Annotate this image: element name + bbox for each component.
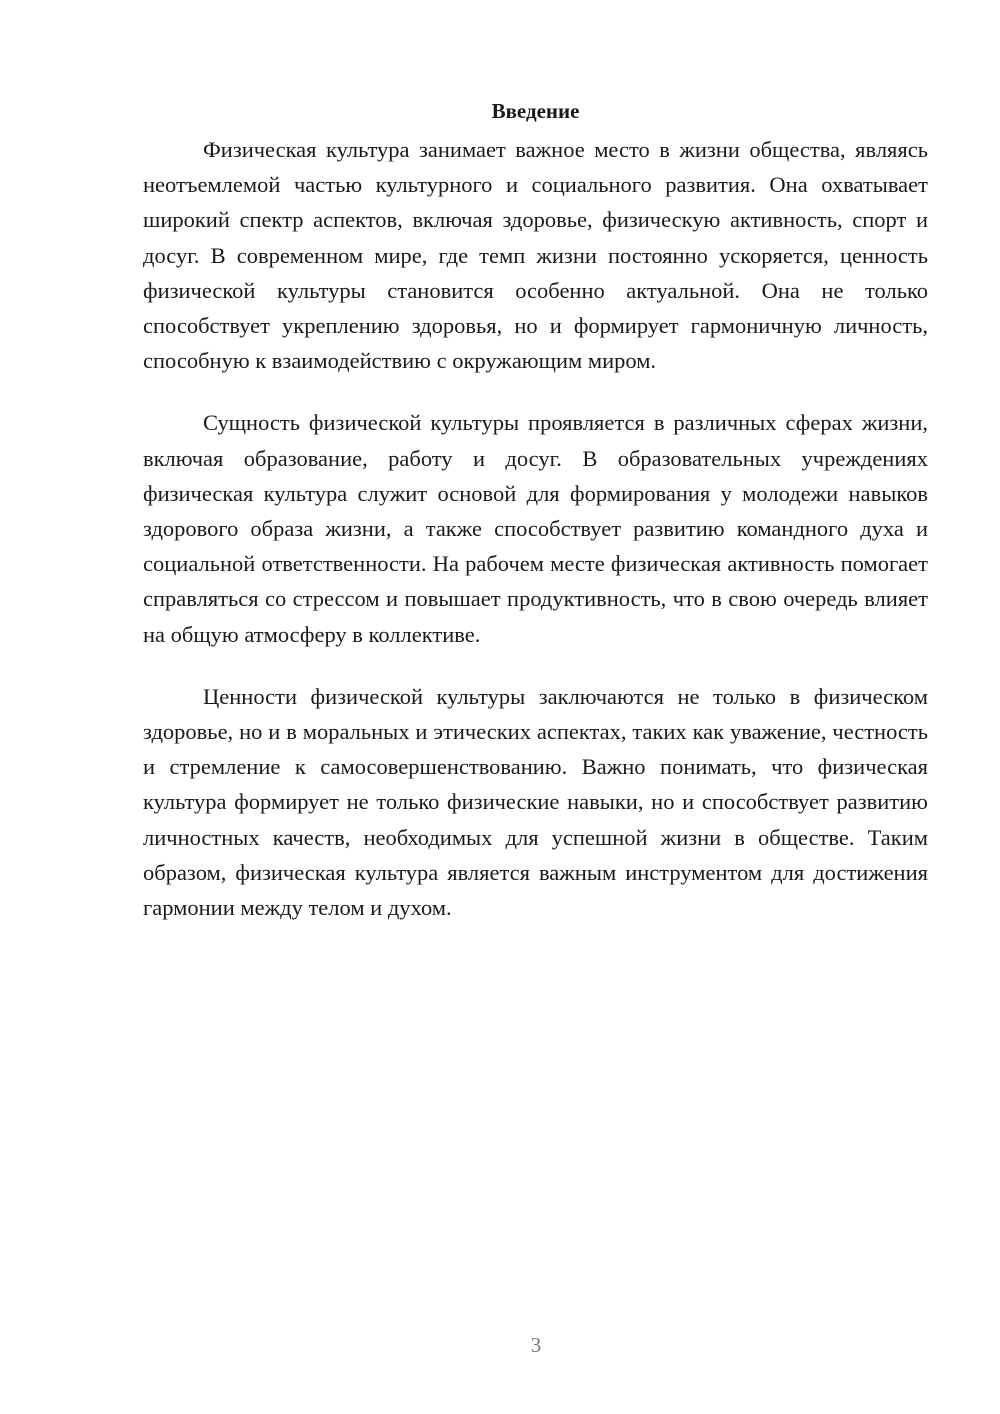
- page-content: [143, 96, 928, 952]
- page-number: 3: [530, 1333, 542, 1357]
- paragraph-3: Ценности физической культуры заключаются не только в физическом здоровье, но и в моральных и этических аспектах, таких как уважение, честность и стремление к самосовершенствованию. Важно понимать, что физическая культура формирует не только физические навыки, но и способствует развитию личностных качеств, необходимых для успешной жизни в обществе. Таким образом, физическая культура является важным инструментом для достижения гармонии между телом и духом.: [143, 683, 928, 921]
- page-heading: Введение: [491, 99, 580, 123]
- paragraph-1: Физическая культура занимает важное место в жизни общества, являясь неотъемлемой частью культурного и социального развития. Она охватывает широкий спектр аспектов, включая здоровье, физическую активность, спорт и досуг. В современном мире, где темп жизни постоянно ускоряется, ценность физической культуры становится особенно актуальной. Она не только способствует укреплению здоровья, но и формирует гармоничную личность, способную к взаимодействию с окружающим миром.: [143, 137, 928, 374]
- paragraph-2: Сущность физической культуры проявляется в различных сферах жизни, включая образование, работу и досуг. В образовательных учреждениях физическая культура служит основой для формирования у молодежи навыков здорового образа жизни, а также способствует развитию командного духа и социальной ответственности. На рабочем месте физическая активность помогает справляться со стрессом и повышает продуктивность, что в свою очередь влияет на общую атмосферу в коллективе.: [143, 410, 928, 647]
